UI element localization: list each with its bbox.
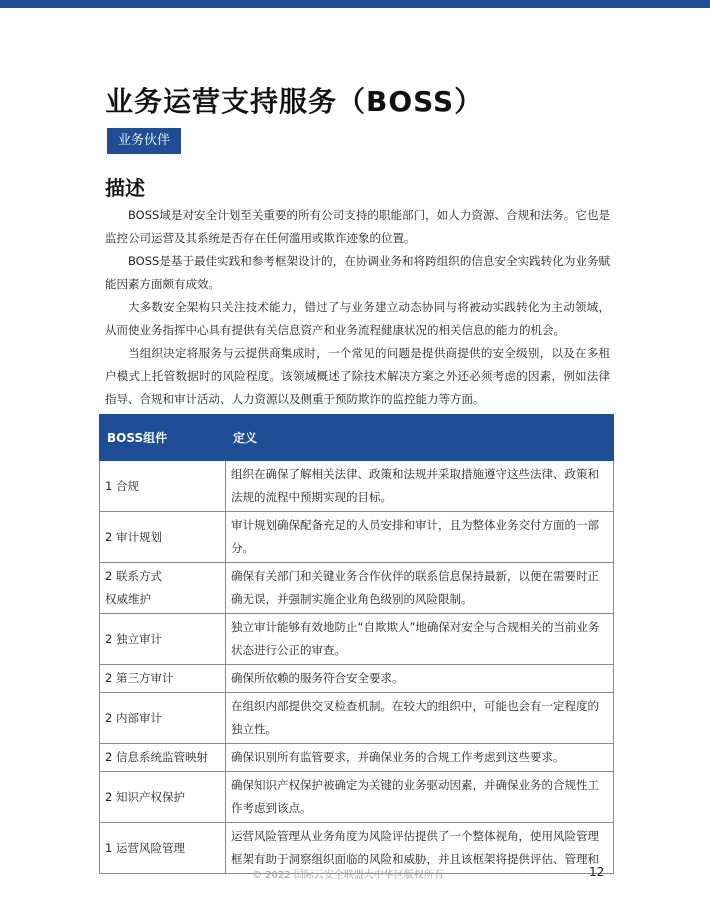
definition-cell: 审计规划确保配备充足的人员安排和审计，且为整体业务交付方面的一部分。 [226,512,614,563]
component-cell: 2 内部审计 [100,693,226,744]
header-component: BOSS组件 [100,415,226,461]
paragraph-1: BOSS域是对安全计划至关重要的所有公司支持的职能部门，如人力资源、合规和法务。它也是监控公司运营及其系统是否存在任何滥用或欺诈迹象的位置。 [105,208,610,245]
header-definition: 定义 [226,415,614,461]
table-row [100,461,614,512]
component-cell: 2 审计规划 [100,512,226,563]
definition-cell: 确保所依赖的服务符合安全要求。 [226,665,614,693]
section-heading: 描述 [105,176,145,200]
table-row [100,693,614,744]
component-cell: 2 联系方式 权威维护 [100,563,226,614]
component-cell: 2 独立审计 [100,614,226,665]
paragraph-4: 当组织决定将服务与云提供商集成时，一个常见的问题是提供商提供的安全级别，以及在多租户模式上托管数据时的风险程度。该领域概述了除技术解决方案之外还必须考虑的因素，例如法律指导、合规和审计活动、人力资源以及侧重于预防欺诈的监控能力等方面。 [105,346,610,406]
definition-cell: 运营风险管理从业务角度为风险评估提供了一个整体视角，使用风险管理框架有助于洞察组织面临的风险和威胁，并且该框架将提供评估、管理和 [226,823,614,874]
table-row [100,614,614,665]
component-cell: 2 信息系统监管映射 [100,744,226,772]
paragraph-3: 大多数安全架构只关注技术能力，错过了与业务建立动态协同与将被动实践转化为主动领域，从而使业务指挥中心具有提供有关信息资产和业务流程健康状况的相关信息的能力的机会。 [105,300,610,337]
top-accent-bar [0,0,710,8]
definition-cell: 确保有关部门和关键业务合作伙伴的联系信息保持最新，以便在需要时正确无误，并强制实施企业角色级别的风险限制。 [226,563,614,614]
category-badge: 业务伙伴 [107,128,181,154]
component-cell: 2 知识产权保护 [100,772,226,823]
table-row [100,744,614,772]
page-number: 12 [589,865,605,879]
boss-components-table [99,414,614,874]
copyright-footer: © 2022 国际云安全联盟大中华区版权所有 [252,870,444,881]
table-header-row [100,415,614,461]
component-cell: 1 合规 [100,461,226,512]
page-title: 业务运营支持服务（BOSS） [105,85,484,118]
definition-cell: 组织在确保了解相关法律、政策和法规并采取措施遵守这些法律、政策和法规的流程中预期实现的目标。 [226,461,614,512]
table-row [100,563,614,614]
definition-cell: 确保知识产权保护被确定为关键的业务驱动因素，并确保业务的合规性工作考虑到该点。 [226,772,614,823]
definition-cell: 独立审计能够有效地防止“自欺欺人”地确保对安全与合规相关的当前业务状态进行公正的审查。 [226,614,614,665]
definition-cell: 确保识别所有监管要求，并确保业务的合规工作考虑到这些要求。 [226,744,614,772]
table-row [100,665,614,693]
table-row [100,512,614,563]
component-cell: 2 第三方审计 [100,665,226,693]
table-row [100,772,614,823]
definition-cell: 在组织内部提供交叉检查机制。在较大的组织中，可能也会有一定程度的独立性。 [226,693,614,744]
component-cell: 1 运营风险管理 [100,823,226,874]
paragraph-2: BOSS是基于最佳实践和参考框架设计的，在协调业务和将跨组织的信息安全实践转化为业务赋能因素方面颇有成效。 [105,254,610,291]
